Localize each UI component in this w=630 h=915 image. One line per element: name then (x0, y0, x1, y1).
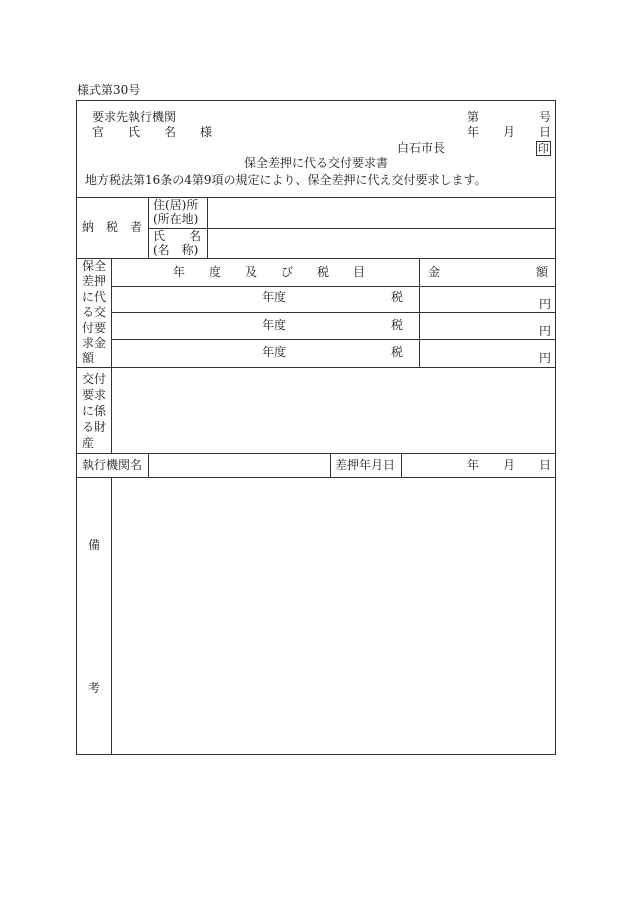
rule-taxpayer-col-1 (148, 197, 149, 258)
row-yen-unit: 円 (539, 351, 552, 365)
name-sublabel: (名 称) (153, 243, 199, 257)
row-tax-label: 税 (391, 318, 404, 332)
form-title: 保全差押に代る交付要求書 (244, 156, 389, 170)
row-tax-label: 税 (391, 345, 404, 359)
execution-agency-value (149, 454, 330, 477)
year-tax-column-header: 年 度 及 び 税 目 (173, 265, 366, 279)
recipient-name: 官 氏 名 様 (92, 125, 213, 139)
name-label: 氏 名 (153, 229, 202, 243)
execution-agency-label: 執行機関名 (82, 458, 143, 472)
row-year-label: 年度 (262, 318, 287, 332)
row-yen-unit: 円 (539, 324, 552, 338)
property-section-label: 交付要求に係る財産 (82, 372, 107, 450)
issue-date: 年 月 日 (467, 125, 552, 139)
seal-mark: 印 (538, 142, 549, 155)
table-row (112, 287, 556, 312)
amount-column-header: 金 額 (428, 265, 549, 279)
row-tax-label: 税 (391, 290, 404, 304)
document-number: 第 号 (467, 110, 552, 124)
address-label: 住(居)所 (153, 198, 199, 212)
table-row (112, 313, 556, 339)
seizure-date-value: 年 月 日 (467, 458, 552, 472)
row-year-label: 年度 (262, 290, 287, 304)
table-row (112, 340, 556, 367)
taxpayer-label: 納 税 者 (82, 220, 143, 234)
recipient-label: 要求先執行機関 (92, 110, 177, 124)
rule-taxpayer-bottom (76, 258, 556, 259)
rule-execution-col-3 (401, 453, 402, 477)
amount-section-label: 保全差押に代る交付要求金額 (82, 259, 107, 366)
property-value (112, 368, 556, 453)
remarks-label-char-1: 備 (88, 538, 101, 552)
taxpayer-name-value (208, 229, 555, 258)
seizure-date-label: 差押年月日 (335, 458, 396, 472)
remarks-value (112, 478, 556, 755)
remarks-label-char-2: 考 (88, 681, 101, 695)
taxpayer-address-value (208, 198, 555, 228)
issuer: 白石市長 (397, 141, 446, 155)
row-yen-unit: 円 (539, 297, 552, 311)
form-number: 様式第30号 (77, 83, 141, 97)
address-sublabel: (所在地) (153, 212, 199, 226)
row-year-label: 年度 (262, 345, 287, 359)
rule-execution-col-2 (330, 453, 331, 477)
legal-statement: 地方税法第16条の4第9項の規定により、保全差押に代え交付要求します。 (85, 173, 487, 187)
